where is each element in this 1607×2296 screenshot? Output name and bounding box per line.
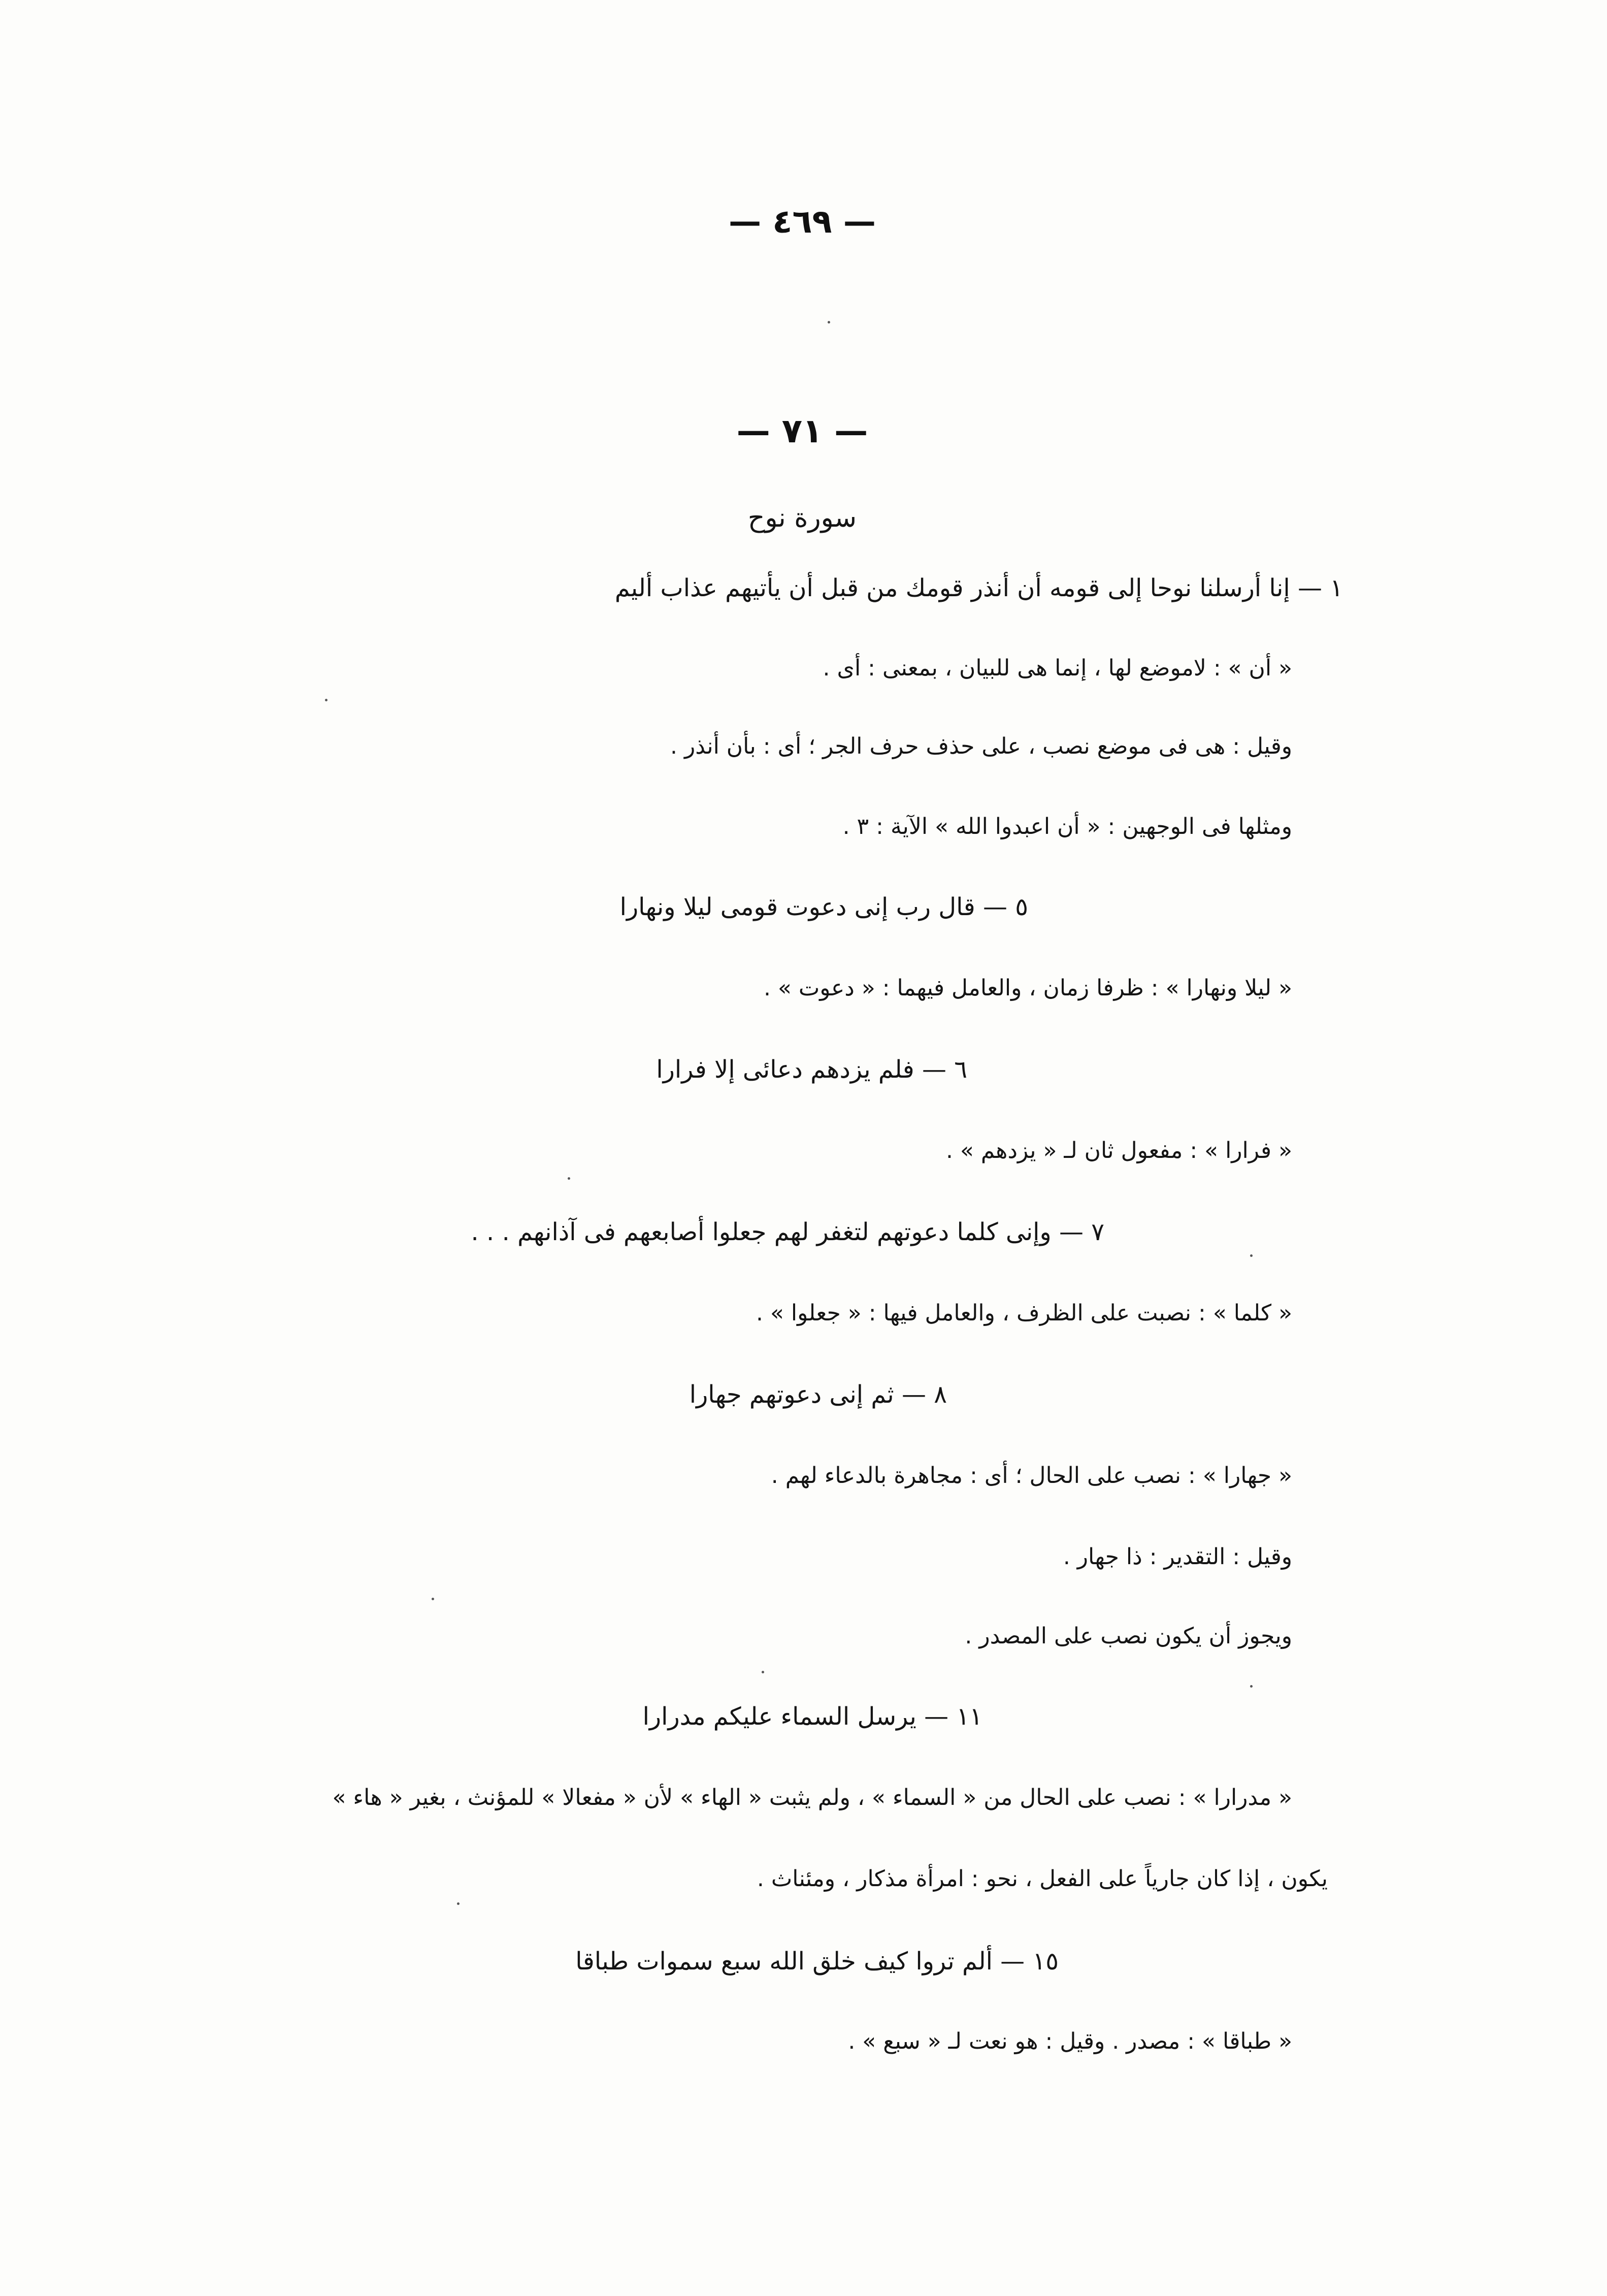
scan-speck bbox=[457, 1902, 460, 1905]
scan-speck bbox=[325, 699, 327, 701]
commentary-line: وقيل : التقدير : ذا جهار . bbox=[1063, 1544, 1292, 1570]
verse-line: ٦ — فلم يزدهم دعائى إلا فرارا bbox=[656, 1055, 967, 1084]
scan-speck bbox=[1250, 1685, 1253, 1688]
scan-speck bbox=[568, 1177, 570, 1180]
verse-line: ١٥ — ألم تروا كيف خلق الله سبع سموات طباقا bbox=[575, 1947, 1059, 1976]
chapter-number: — ٧١ — bbox=[736, 411, 868, 450]
verse-line: ٧ — وإنى كلما دعوتهم لتغفر لهم جعلوا أصابعهم فى آذانهم . . . bbox=[471, 1218, 1104, 1246]
verse-line: ١١ — يرسل السماء عليكم مدرارا bbox=[642, 1702, 982, 1731]
commentary-line: ويجوز أن يكون نصب على المصدر . bbox=[965, 1623, 1292, 1649]
commentary-line: « جهارا » : نصب على الحال ؛ أى : مجاهرة بالدعاء لهم . bbox=[771, 1463, 1292, 1489]
commentary-line: « ليلا ونهارا » : ظرفا زمان ، والعامل فيهما : « دعوت » . bbox=[763, 975, 1292, 1001]
page-number: — ٤٦٩ — bbox=[729, 203, 876, 241]
commentary-line: « مدرارا » : نصب على الحال من « السماء » ، ولم يثبت « الهاء » لأن « مفعالا » للمؤنث ، بغير « هاء » bbox=[332, 1785, 1292, 1810]
scan-speck bbox=[1250, 1254, 1253, 1257]
commentary-line: « فرارا » : مفعول ثان لـ « يزدهم » . bbox=[946, 1138, 1292, 1163]
verse-line: ١ — إنا أرسلنا نوحا إلى قومه أن أنذر قومك من قبل أن يأتيهم عذاب أليم bbox=[614, 574, 1343, 602]
surah-title: سورة نوح bbox=[747, 503, 857, 533]
scan-speck bbox=[762, 1671, 764, 1673]
commentary-line: « أن » : لاموضع لها ، إنما هى للبيان ، بمعنى : أى . bbox=[823, 655, 1292, 681]
commentary-line: « طباقا » : مصدر . وقيل : هو نعت لـ « سبع » . bbox=[848, 2028, 1292, 2054]
commentary-line: يكون ، إذا كان جارياً على الفعل ، نحو : امرأة مذكار ، ومئناث . bbox=[757, 1866, 1328, 1892]
commentary-line: وقيل : هى فى موضع نصب ، على حذف حرف الجر ؛ أى : بأن أنذر . bbox=[670, 733, 1292, 759]
commentary-line: « كلما » : نصبت على الظرف ، والعامل فيها : « جعلوا » . bbox=[756, 1300, 1292, 1326]
verse-line: ٥ — قال رب إنى دعوت قومى ليلا ونهارا bbox=[619, 893, 1028, 921]
scan-speck bbox=[828, 321, 830, 324]
scan-speck bbox=[432, 1598, 434, 1600]
commentary-line: ومثلها فى الوجهين : « أن اعبدوا الله » الآية : ٣ . bbox=[842, 814, 1292, 839]
verse-line: ٨ — ثم إنى دعوتهم جهارا bbox=[689, 1380, 947, 1409]
